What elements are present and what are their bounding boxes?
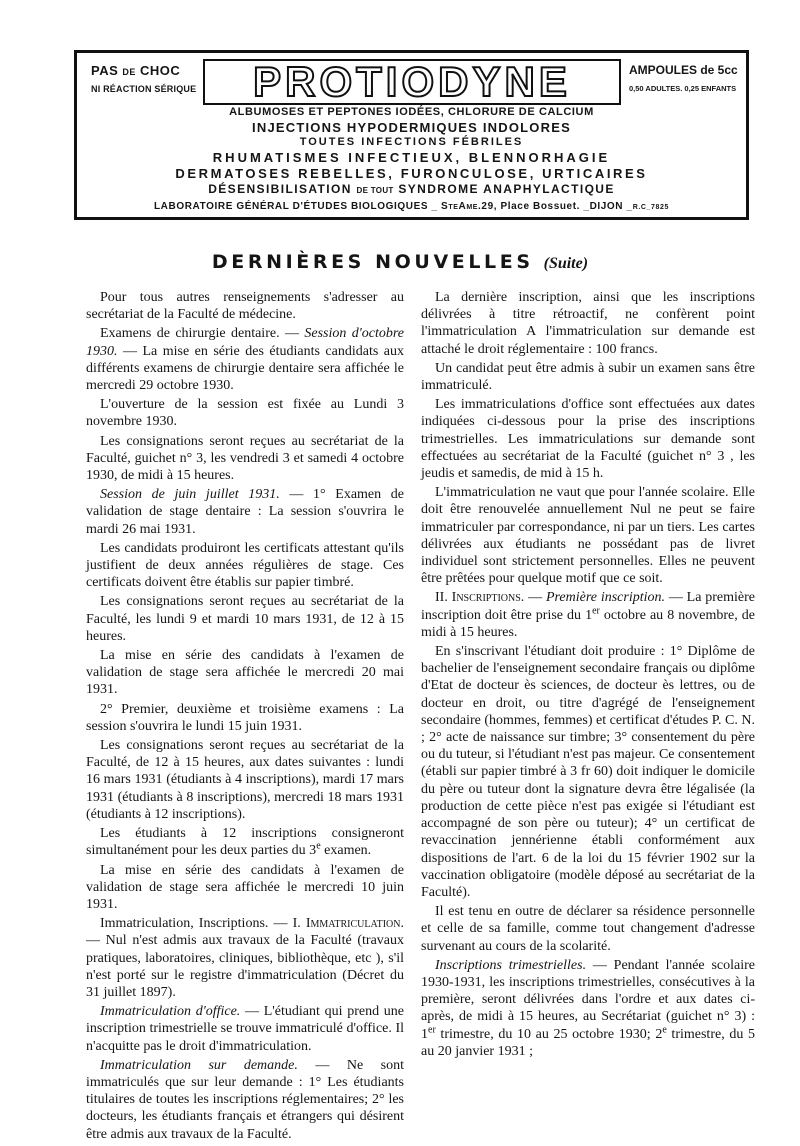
text-run: examen. [320, 843, 372, 859]
ad-dermatoses: DERMATOSES REBELLES, FURONCULOSE, URTICAIRES [175, 166, 648, 181]
paragraph: Un candidat peut être admis à subir un examen sans être immatriculé. [421, 360, 755, 394]
paragraph: L'immatriculation ne vaut que pour l'année scolaire. Elle doit être renouvelée annuellement Nul ne peut se faire immatriculer par correspondance, ni par un tiers. Les cartes délivrées aux étudiants ne possédant pas de livret individuel sont strictement personnelles. Elles ne peuvent être prêtées pour quelque motif que ce soit. [421, 485, 755, 587]
ad-text: DE TOUT [356, 186, 394, 195]
ad-text: A [458, 201, 467, 212]
paragraph: Les consignations seront reçues au secrétariat de la Faculté, les lundi 9 et mardi 10 mars 1931, de 12 à 15 heures. [86, 594, 404, 644]
paragraph [86, 825, 404, 859]
ad-no-shock [91, 63, 201, 78]
ad-text: SYNDROME ANAPHYLACTIQUE [398, 182, 615, 196]
text-run: octobre au 8 novembre, de midi à 15 heures. [421, 607, 755, 640]
left-column [86, 289, 404, 1143]
section-heading [0, 251, 800, 273]
ad-text: PAS [91, 63, 119, 78]
ad-text: CHOC [140, 63, 181, 78]
paragraph: Les consignations seront reçues au secrétariat de la Faculté, de 12 à 15 heures, aux dates suivantes : lundi 16 mars 1931 (étudiants à 4 inscriptions), mardi 17 mars 1931 (étudiants à 8 inscriptions), mercredi 18 mars 1931 (étudiants à 12 inscriptions). [86, 738, 404, 822]
protiodyne-advertisement [74, 50, 749, 220]
paragraph: En s'inscrivant l'étudiant doit produire : 1° Diplôme de bachelier de l'enseignement secondaire français ou diplôme d'Etat de docteur ès sciences, de docteur ès lettres, ou de docteur en droit, ou titre d'agrégé de l'enseignement secondaire (hommes, femmes) et certificat d'études P. C. N. ; 2° acte de naissance sur timbre; 3° consentement du père ou du tuteur, si l'étudiant n'est pas majeur. Ce consentement (établi sur papier timbré à 3 fr 60) doit indiquer le domicile du père ou tuteur dont la signature devra être légalisée (la production de cette pièce n'est pas exigée si l'étudiant est accompagné de son père ou tuteur); 4° un certificat de revaccination jennérienne établi conformément aux dispositions de l'art. 6 de la loi du 15 février 1902 sur la vaccination obligatoire (modèle déposé au secrétariat de la Faculté). [421, 644, 755, 900]
paragraph [86, 325, 404, 394]
ad-text: LABORATOIRE GÉNÉRAL D'ÉTUDES BIOLOGIQUES _ S [153, 201, 449, 212]
text-run: — La première inscription doit être prise du 1 [421, 590, 755, 623]
text-run: Examens de chirurgie dentaire. — [100, 326, 305, 342]
ad-right-block [629, 63, 749, 93]
ad-infections: TOUTES INFECTIONS FÉBRILES [299, 136, 524, 148]
text-run: — Nul n'est admis aux travaux de la Faculté (travaux pratiques, laboratoires, cliniques, bibliothèque, etc ), s'il n'est porté sur le registre d'immatriculation (Décret du 31 juillet 1897). [86, 933, 404, 1000]
paragraph: L'ouverture de la session est fixée au Lundi 3 novembre 1930. [86, 397, 404, 430]
paragraph: Il est tenu en outre de déclarer sa résidence personnelle et celle de sa famille, comme tout changement d'adresse survenant au cours de la scolarité. [421, 904, 755, 954]
text-run: — Ne sont immatriculés que sur leur demande : 1° Les étudiants titulaires de toutes les inscriptions réglementaires; 2° les docteurs, les étudiants français et étrangers qui désirent être admis aux travaux de la Faculté. [86, 1057, 404, 1142]
paragraph [86, 1003, 404, 1055]
text-run: — 1° Examen de validation de stage dentaire : La session s'ouvrira le mardi 26 mai 1931. [86, 487, 404, 537]
superscript: e [662, 1023, 667, 1035]
ad-text: DÉSENSIBILISATION [208, 182, 352, 196]
text-run-italic: Inscriptions trimestrielles. [435, 957, 587, 973]
ad-dosage: 0,50 ADULTES. 0,25 ENFANTS [629, 84, 737, 93]
paragraph [86, 915, 404, 1001]
text-run: — La mise en série des étudiants candidats aux différents examens de chirurgie dentaire sera affichée le mercredi 29 octobre 1930. [86, 343, 404, 394]
paragraph: 2° Premier, deuxième et troisième examens : La session s'ouvrira le lundi 15 juin 1931. [86, 701, 404, 734]
ad-desensibilisation [77, 182, 746, 196]
paragraph: La dernière inscription, ainsi que les inscriptions délivrées à titre rétroactif, ne confèrent point l'immatriculation A l'immatriculation sur demande est attaché le droit réglementaire : 100 francs. [421, 290, 755, 357]
text-run: II. [435, 590, 452, 606]
ad-composition: ALBUMOSES ET PEPTONES IODÉES, CHLORURE DE CALCIUM [229, 106, 594, 118]
heading-title: DERNIÈRES NOUVELLES [211, 251, 534, 273]
paragraph: La mise en série des candidats à l'examen de validation de stage sera affichée le mercredi 20 mai 1931. [86, 648, 404, 698]
heading-suite: (Suite) [543, 255, 589, 272]
text-run: — [524, 590, 546, 606]
ad-text: TE [448, 204, 459, 211]
text-run: Immatriculation, Inscriptions. — I. [100, 916, 306, 932]
paragraph: Les candidats produiront les certificats attestant qu'ils justifient de deux années régulières de stage. Ces certificats doivent être établis sur papier timbré. [86, 540, 404, 591]
text-run-smallcaps: Inscriptions. [451, 590, 525, 606]
paragraph [421, 957, 755, 1060]
paragraph [86, 486, 404, 538]
text-run: trimestre, du 5 au 20 janvier 1931 ; [421, 1026, 755, 1059]
text-run-italic: Immatriculation sur demande. [100, 1057, 298, 1073]
text-run: Les étudiants à 12 inscriptions consigneront simultanément pour les deux parties du 3 [86, 826, 404, 859]
text-run-smallcaps: Immatriculation. [305, 916, 404, 932]
superscript: e [316, 840, 321, 852]
ad-rhumatismes: RHUMATISMES INFECTIEUX, BLENNORHAGIE [212, 150, 611, 165]
superscript: er [428, 1023, 436, 1035]
ad-text: DE [122, 67, 136, 77]
brand-logo: PROTIODYNE [203, 59, 621, 105]
ad-injections: INJECTIONS HYPODERMIQUES INDOLORES [252, 120, 571, 135]
paragraph: Les consignations seront reçues au secrétariat de la Faculté, guichet n° 3, les vendredi 3 et samedi 4 octobre 1930, de midi à 15 heures. [86, 433, 404, 484]
ad-text: ME [466, 204, 479, 211]
paragraph [421, 589, 755, 641]
ad-laboratory-address [77, 201, 746, 212]
text-run-italic: Session de juin juillet 1931. [100, 487, 280, 503]
text-run: trimestre, du 10 au 25 octobre 1930; 2 [435, 1026, 663, 1042]
ad-ampoules: AMPOULES de 5cc [629, 63, 738, 77]
paragraph: La mise en série des candidats à l'examen de validation de stage sera affichée le mercredi 10 juin 1931. [86, 862, 404, 912]
superscript: er [592, 605, 600, 616]
text-run-italic: Session d'octobre 1930. [86, 326, 404, 359]
paragraph: Les immatriculations d'office sont effectuées aux dates indiquées ci-dessous pour la prise des inscriptions trimestrielles. Les immatriculations sur demande sont effectuées au secrétariat de la Faculté (guichet n° 3 , les jeudis et samedis, de mid à 15 h. [421, 397, 755, 482]
text-run-italic: Immatriculation d'office. [100, 1004, 241, 1020]
ad-left-block [91, 63, 201, 94]
text-run-italic: Première inscription. [545, 590, 665, 606]
ad-no-reaction: NI RÉACTION SÉRIQUE [91, 84, 197, 94]
right-column [421, 289, 755, 1060]
paragraph: Pour tous autres renseignements s'adresser au secrétariat de la Faculté de médecine. [86, 290, 404, 323]
paragraph [86, 1057, 404, 1143]
text-run: — L'étudiant qui prend une inscription trimestrielle se trouve immatriculé d'office. Il n'acquitte pas le droit d'immatriculation. [86, 1004, 404, 1054]
ad-text: .29, Place Bossuet. _DIJON _ [478, 201, 633, 212]
text-run: — Pendant l'année scolaire 1930-1931, les inscriptions trimestrielles, consécutives à la première, seront délivrées dans l'ordre et aux dates ci-après, de midi à 15 heures, au Secrétariat (guichet n° 3) : 1 [421, 957, 755, 1042]
ad-text: R.C_7825 [632, 204, 670, 211]
